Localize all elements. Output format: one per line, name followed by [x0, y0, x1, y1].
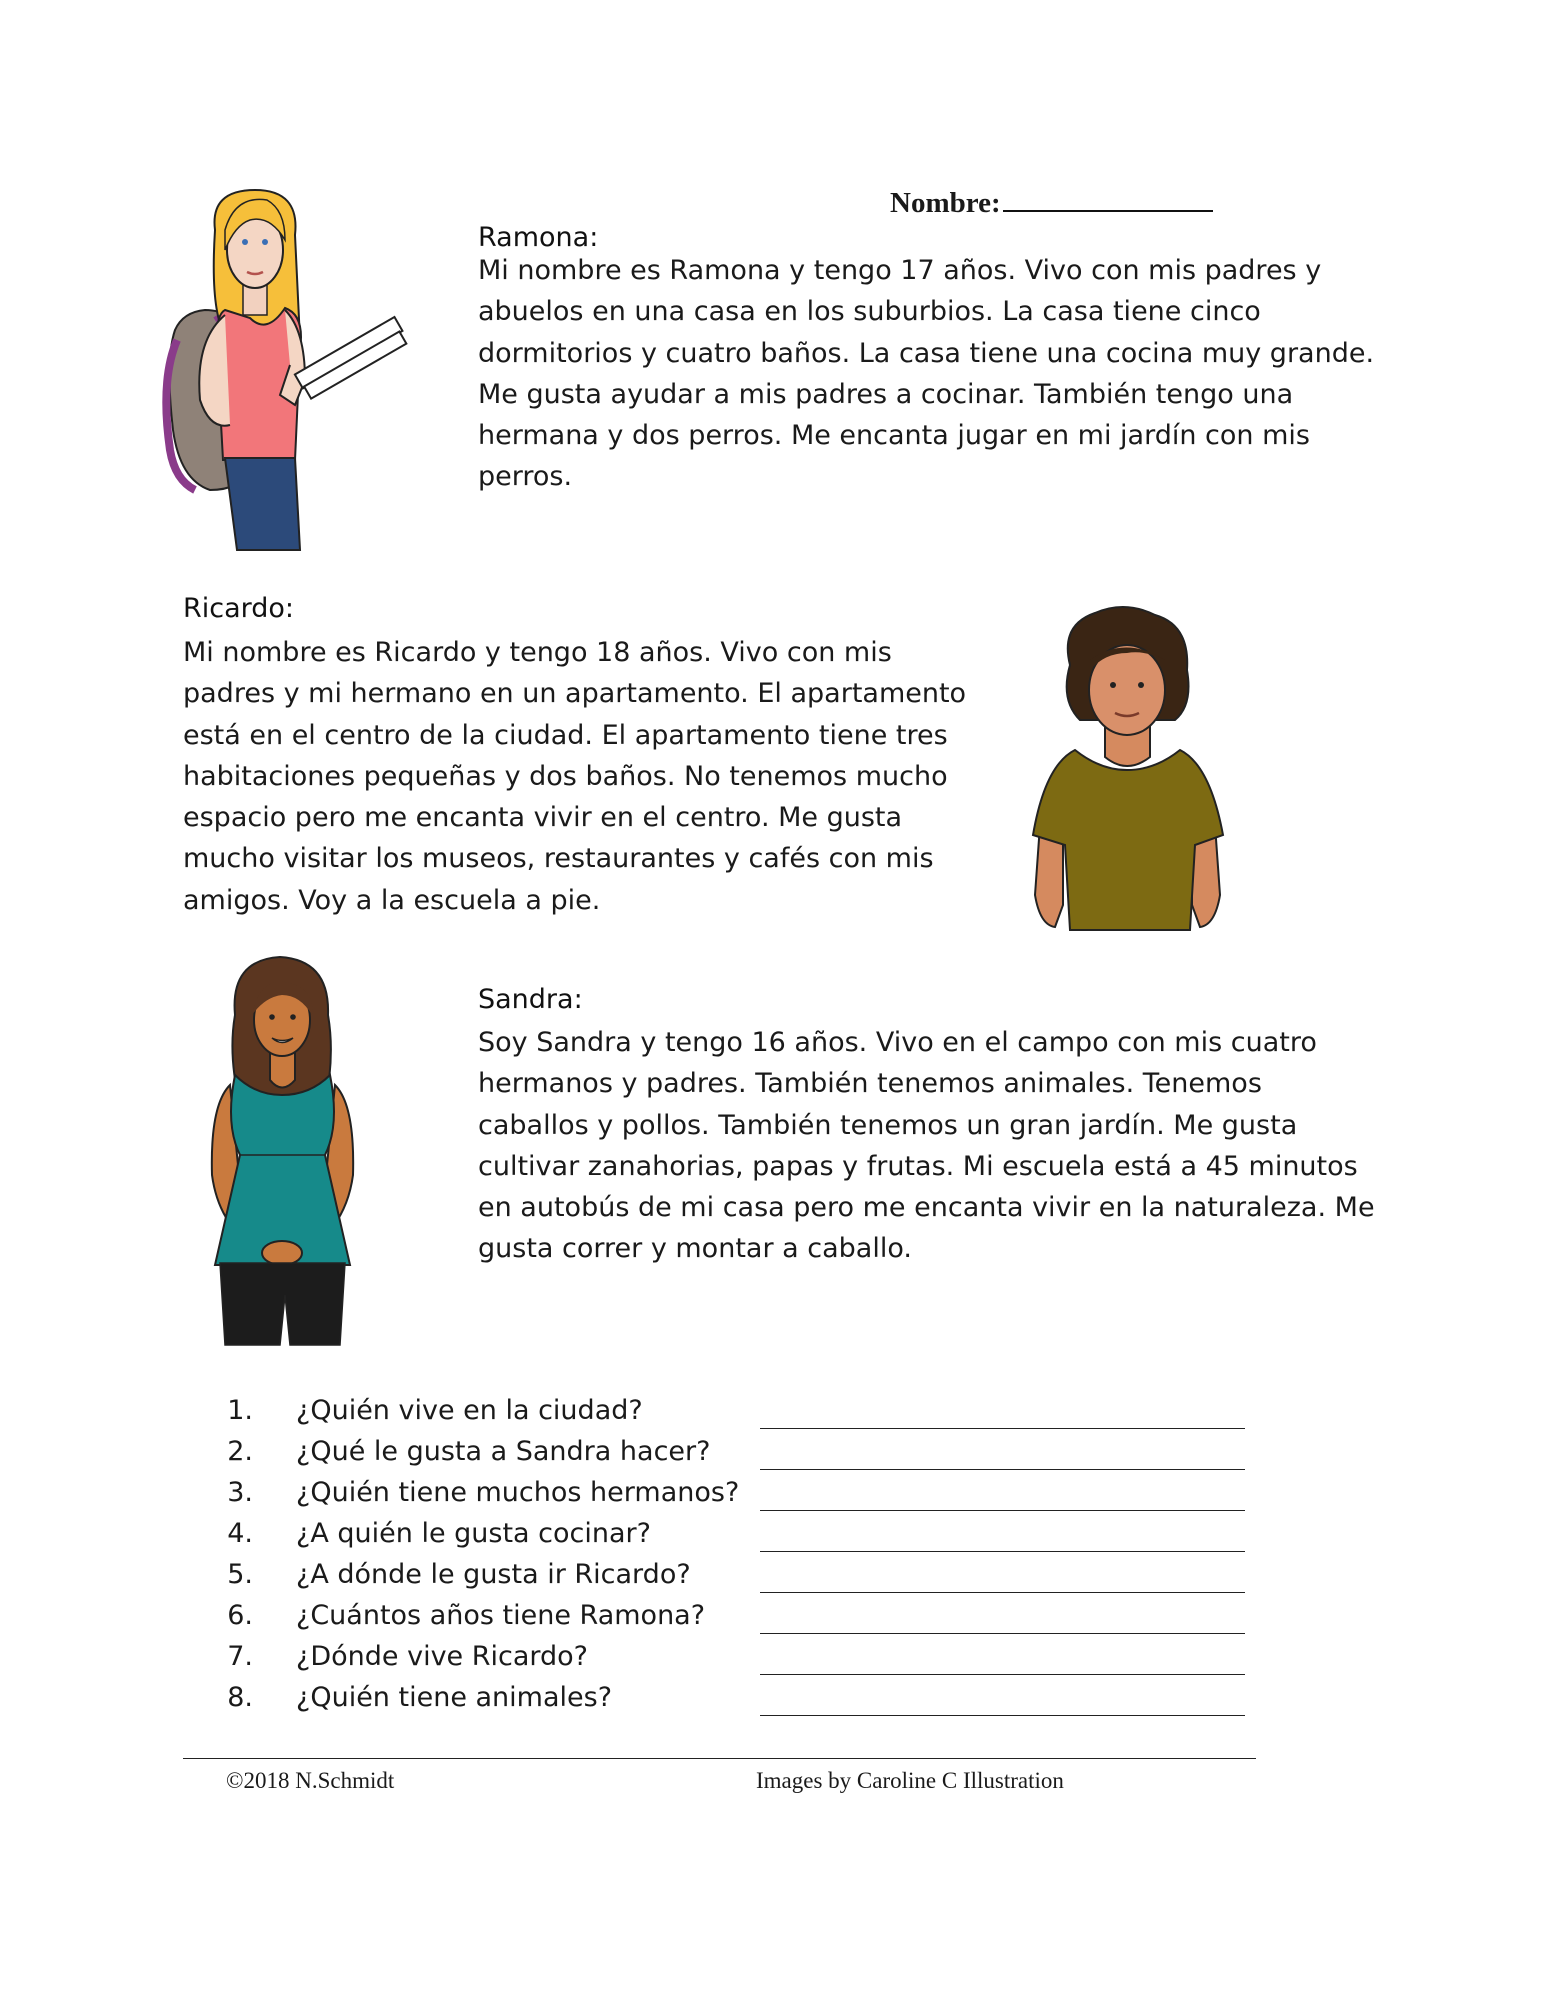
question-text: ¿Dónde vive Ricardo? — [296, 1641, 589, 1672]
ramona-heading: Ramona: — [478, 222, 599, 253]
question-text: ¿Quién tiene muchos hermanos? — [296, 1477, 740, 1508]
answer-line[interactable] — [760, 1592, 1245, 1593]
question-text: ¿Cuántos años tiene Ramona? — [296, 1600, 706, 1631]
ricardo-line: amigos. Voy a la escuela a pie. — [183, 884, 601, 916]
image-credit-text: Images by Caroline C Illustration — [756, 1768, 1064, 1793]
question-number: 6. — [227, 1600, 253, 1631]
sandra-line: en autobús de mi casa pero me encanta vivir en la naturaleza. Me — [478, 1192, 1375, 1224]
name-field — [890, 184, 1213, 220]
ramona-line: hermana y dos perros. Me encanta jugar en mi jardín con mis — [478, 420, 1310, 452]
question-number: 7. — [227, 1641, 253, 1672]
question-number: 5. — [227, 1559, 253, 1590]
question-text: ¿Quién vive en la ciudad? — [296, 1395, 643, 1426]
sandra-line: cultivar zanahorias, papas y frutas. Mi escuela está a 45 minutos — [478, 1150, 1358, 1182]
sandra-line: gusta correr y montar a caballo. — [478, 1233, 912, 1265]
answer-line[interactable] — [760, 1551, 1245, 1552]
ricardo-line: mucho visitar los museos, restaurantes y cafés con mis — [183, 843, 934, 875]
question-number: 1. — [227, 1395, 253, 1426]
ramona-illustration — [155, 190, 425, 550]
question-number: 4. — [227, 1518, 253, 1549]
ricardo-illustration — [1015, 605, 1240, 930]
sandra-line: Soy Sandra y tengo 16 años. Vivo en el campo con mis cuatro — [478, 1027, 1317, 1058]
answer-line[interactable] — [760, 1715, 1245, 1716]
answer-line[interactable] — [760, 1674, 1245, 1675]
ricardo-line: padres y mi hermano en un apartamento. El apartamento — [183, 678, 967, 710]
ricardo-line: espacio pero me encanta vivir en el centro. Me gusta — [183, 802, 903, 834]
sandra-line: hermanos y padres. También tenemos animales. Tenemos — [478, 1068, 1262, 1100]
answer-line[interactable] — [760, 1510, 1245, 1511]
ramona-line: abuelos en una casa en los suburbios. La casa tiene cinco — [478, 296, 1261, 328]
name-blank-line[interactable] — [1003, 184, 1213, 212]
ramona-line: dormitorios y cuatro baños. La casa tiene una cocina muy grande. — [478, 337, 1375, 369]
copyright-text: ©2018 N.Schmidt — [226, 1768, 395, 1793]
question-text: ¿A dónde le gusta ir Ricardo? — [296, 1559, 691, 1590]
question-text: ¿Qué le gusta a Sandra hacer? — [296, 1436, 711, 1467]
answer-line[interactable] — [760, 1428, 1245, 1429]
name-label: Nombre: — [890, 187, 1001, 219]
sandra-illustration — [200, 955, 365, 1345]
ramona-line: perros. — [478, 461, 573, 493]
ricardo-line: habitaciones pequeñas y dos baños. No tenemos mucho — [183, 760, 948, 792]
sandra-paragraph — [478, 1022, 1378, 1270]
ramona-line: Me gusta ayudar a mis padres a cocinar. También tengo una — [478, 378, 1294, 410]
answer-line[interactable] — [760, 1633, 1245, 1634]
question-text: ¿A quién le gusta cocinar? — [296, 1518, 651, 1549]
question-number: 2. — [227, 1436, 253, 1467]
ramona-paragraph — [478, 250, 1378, 498]
question-number: 3. — [227, 1477, 253, 1508]
ricardo-line: está en el centro de la ciudad. El apartamento tiene tres — [183, 719, 948, 751]
answer-line[interactable] — [760, 1469, 1245, 1470]
ramona-line: Mi nombre es Ramona y tengo 17 años. Vivo con mis padres y — [478, 255, 1322, 286]
sandra-heading: Sandra: — [478, 984, 583, 1015]
ricardo-line: Mi nombre es Ricardo y tengo 18 años. Vivo con mis — [183, 637, 892, 668]
sandra-line: caballos y pollos. También tenemos un gran jardín. Me gusta — [478, 1109, 1298, 1141]
footer-divider — [183, 1758, 1256, 1759]
question-text: ¿Quién tiene animales? — [296, 1682, 613, 1713]
question-number: 8. — [227, 1682, 253, 1713]
ricardo-heading: Ricardo: — [183, 593, 295, 624]
ricardo-paragraph — [183, 632, 1013, 921]
